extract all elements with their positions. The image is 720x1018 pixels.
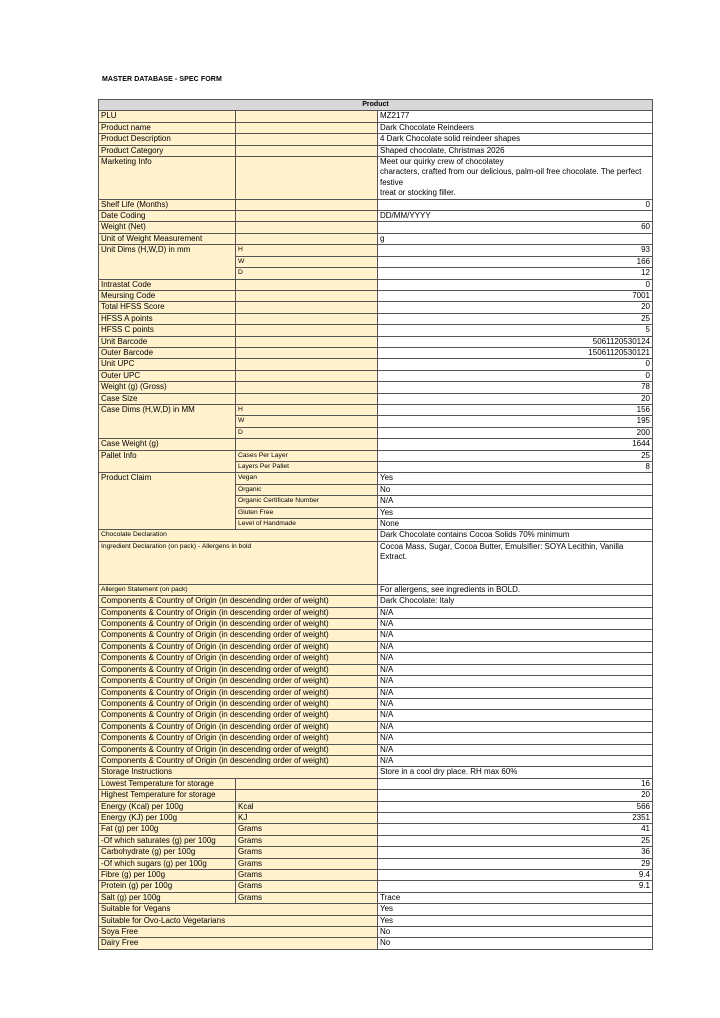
lowest-temp-spacer [236, 778, 378, 789]
nutrition-unit: Kcal [236, 801, 378, 812]
unit-upc-spacer [236, 359, 378, 370]
nutrition-label: Fibre (g) per 100g [99, 870, 236, 881]
intrastat-spacer [236, 279, 378, 290]
plu-value[interactable]: MZ2177 [378, 111, 653, 122]
row-case-weight [99, 439, 653, 450]
marketing-info-label: Marketing Info [99, 157, 236, 200]
component-label: Components & Country of Origin (in descending order of weight) [99, 698, 378, 709]
component-label: Components & Country of Origin (in descending order of weight) [99, 664, 378, 675]
nutrition-unit: Grams [236, 858, 378, 869]
row-unit-barcode [99, 336, 653, 347]
highest-temp-label: Highest Temperature for storage [99, 790, 236, 801]
component-value[interactable]: N/A [378, 641, 653, 652]
row-allergen-statement [99, 584, 653, 595]
layers-per-pallet-value[interactable]: 8 [378, 462, 653, 473]
product-claim-label: Product Claim [99, 473, 236, 530]
row-ingredient-declaration [99, 541, 653, 584]
nutrition-label: Fat (g) per 100g [99, 824, 236, 835]
claim-organic-label: Organic [236, 484, 378, 495]
component-value[interactable]: N/A [378, 676, 653, 687]
row-product-description [99, 134, 653, 145]
dairy-free-label: Dairy Free [99, 938, 378, 949]
component-value[interactable]: N/A [378, 664, 653, 675]
claim-vegan-value[interactable]: Yes [378, 473, 653, 484]
hfss-a-spacer [236, 313, 378, 324]
outer-upc-label: Outer UPC [99, 370, 236, 381]
row-nutrition [99, 858, 653, 869]
component-label: Components & Country of Origin (in descending order of weight) [99, 721, 378, 732]
layers-per-pallet-label: Layers Per Pallet [236, 462, 378, 473]
product-name-label: Product name [99, 122, 236, 133]
marketing-info-line-2: characters, crafted from our delicious, palm-oil free chocolate. The perfect festive [380, 167, 642, 187]
component-label: Components & Country of Origin (in descending order of weight) [99, 755, 378, 766]
component-label: Components & Country of Origin (in descending order of weight) [99, 744, 378, 755]
nutrition-unit: Grams [236, 824, 378, 835]
row-hfss-c [99, 325, 653, 336]
row-hfss-a [99, 313, 653, 324]
case-dims-label: Case Dims (H,W,D) in MM [99, 404, 236, 438]
weight-net-spacer [236, 222, 378, 233]
hfss-total-spacer [236, 302, 378, 313]
row-component [99, 744, 653, 755]
row-outer-upc [99, 370, 653, 381]
date-coding-value[interactable]: DD/MM/YYYY [378, 211, 653, 222]
meursing-value[interactable]: 7001 [378, 290, 653, 301]
salt-label: Salt (g) per 100g [99, 892, 236, 903]
component-value[interactable]: N/A [378, 619, 653, 630]
case-dims-w-label: W [236, 416, 378, 427]
outer-upc-spacer [236, 370, 378, 381]
row-component [99, 710, 653, 721]
row-hfss-total [99, 302, 653, 313]
salt-value[interactable]: Trace [378, 892, 653, 903]
row-case-dims-h [99, 404, 653, 415]
row-component [99, 676, 653, 687]
ingredient-declaration-value[interactable] [378, 541, 653, 584]
product-category-label: Product Category [99, 145, 236, 156]
case-dims-d-label: D [236, 427, 378, 438]
unit-dims-w-label: W [236, 256, 378, 267]
row-pallet-cases [99, 450, 653, 461]
storage-value[interactable]: Store in a cool dry place. RH max 60% [378, 767, 653, 778]
row-case-size [99, 393, 653, 404]
case-weight-label: Case Weight (g) [99, 439, 236, 450]
row-soya-free [99, 927, 653, 938]
row-component [99, 596, 653, 607]
component-value[interactable]: N/A [378, 607, 653, 618]
product-description-label: Product Description [99, 134, 236, 145]
unit-dims-h-label: H [236, 245, 378, 256]
case-weight-spacer [236, 439, 378, 450]
row-shelf-life [99, 199, 653, 210]
claim-vegan-label: Vegan [236, 473, 378, 484]
case-dims-h-value[interactable]: 156 [378, 404, 653, 415]
unit-upc-value[interactable]: 0 [378, 359, 653, 370]
claim-gluten-free-value[interactable]: Yes [378, 507, 653, 518]
salt-unit: Grams [236, 892, 378, 903]
unit-dims-d-value[interactable]: 12 [378, 268, 653, 279]
allergen-statement-value[interactable]: For allergens, see ingredients in BOLD. [378, 584, 653, 595]
nutrition-label: Energy (KJ) per 100g [99, 812, 236, 823]
lowest-temp-label: Lowest Temperature for storage [99, 778, 236, 789]
nutrition-unit: KJ [236, 812, 378, 823]
weight-gross-spacer [236, 382, 378, 393]
row-component [99, 755, 653, 766]
suitable-ovo-lacto-label: Suitable for Ovo-Lacto Vegetarians [99, 915, 378, 926]
row-weight-net [99, 222, 653, 233]
unit-barcode-spacer [236, 336, 378, 347]
row-intrastat [99, 279, 653, 290]
outer-barcode-label: Outer Barcode [99, 347, 236, 358]
row-component [99, 687, 653, 698]
row-nutrition [99, 870, 653, 881]
intrastat-label: Intrastat Code [99, 279, 236, 290]
weight-gross-label: Weight (g) (Gross) [99, 382, 236, 393]
suitable-ovo-lacto-value[interactable]: Yes [378, 915, 653, 926]
nutrition-value[interactable]: 41 [378, 824, 653, 835]
weight-net-label: Weight (Net) [99, 222, 236, 233]
plu-label: PLU [99, 111, 236, 122]
section-header: Product [99, 100, 653, 111]
claim-organic-cert-value[interactable]: N/A [378, 496, 653, 507]
unit-weight-spacer [236, 233, 378, 244]
nutrition-value[interactable]: 9.4 [378, 870, 653, 881]
product-name-spacer [236, 122, 378, 133]
component-value[interactable]: N/A [378, 698, 653, 709]
nutrition-value[interactable]: 2351 [378, 812, 653, 823]
row-component [99, 607, 653, 618]
components-section [99, 596, 653, 767]
allergen-statement-label: Allergen Statement (on pack) [99, 584, 378, 595]
marketing-info-spacer [236, 157, 378, 200]
row-nutrition [99, 835, 653, 846]
nutrition-value[interactable]: 566 [378, 801, 653, 812]
component-value[interactable]: N/A [378, 653, 653, 664]
nutrition-value[interactable]: 29 [378, 858, 653, 869]
component-value[interactable]: N/A [378, 710, 653, 721]
unit-barcode-value[interactable]: 5061120530124 [378, 336, 653, 347]
chocolate-declaration-value[interactable]: Dark Chocolate contains Cocoa Solids 70% minimum [378, 530, 653, 541]
nutrition-section [99, 801, 653, 892]
row-component [99, 619, 653, 630]
unit-weight-value[interactable]: g [378, 233, 653, 244]
product-category-value[interactable]: Shaped chocolate, Christmas 2026 [378, 145, 653, 156]
component-value[interactable]: N/A [378, 630, 653, 641]
component-label: Components & Country of Origin (in descending order of weight) [99, 676, 378, 687]
row-date-coding [99, 211, 653, 222]
unit-dims-label: Unit Dims (H,W,D) in mm [99, 245, 236, 279]
nutrition-unit: Grams [236, 847, 378, 858]
ingredient-line-1: Cocoa Mass, Sugar, Cocoa Butter, Emulsifier: SOYA Lecithin, Vanilla [380, 541, 624, 551]
case-size-spacer [236, 393, 378, 404]
row-plu [99, 111, 653, 122]
row-nutrition [99, 881, 653, 892]
row-product-name [99, 122, 653, 133]
row-unit-upc [99, 359, 653, 370]
row-suitable-vegans [99, 904, 653, 915]
row-nutrition [99, 824, 653, 835]
claim-organic-value[interactable]: No [378, 484, 653, 495]
unit-dims-w-value[interactable]: 166 [378, 256, 653, 267]
nutrition-label: Energy (Kcal) per 100g [99, 801, 236, 812]
row-dairy-free [99, 938, 653, 949]
date-coding-spacer [236, 211, 378, 222]
row-meursing [99, 290, 653, 301]
cases-per-layer-value[interactable]: 25 [378, 450, 653, 461]
claim-organic-cert-label: Organic Certificate Number [236, 496, 378, 507]
row-chocolate-declaration [99, 530, 653, 541]
nutrition-unit: Grams [236, 870, 378, 881]
row-unit-weight [99, 233, 653, 244]
row-nutrition [99, 812, 653, 823]
nutrition-value[interactable]: 25 [378, 835, 653, 846]
weight-gross-value[interactable]: 78 [378, 382, 653, 393]
nutrition-label: -Of which sugars (g) per 100g [99, 858, 236, 869]
component-label: Components & Country of Origin (in descending order of weight) [99, 733, 378, 744]
product-category-spacer [236, 145, 378, 156]
soya-free-label: Soya Free [99, 927, 378, 938]
row-outer-barcode [99, 347, 653, 358]
meursing-spacer [236, 290, 378, 301]
nutrition-label: Protein (g) per 100g [99, 881, 236, 892]
product-description-value[interactable]: 4 Dark Chocolate solid reindeer shapes [378, 134, 653, 145]
claim-handmade-value[interactable]: None [378, 519, 653, 530]
row-component [99, 698, 653, 709]
component-value[interactable]: N/A [378, 733, 653, 744]
marketing-info-value[interactable] [378, 157, 653, 200]
row-component [99, 733, 653, 744]
component-label: Components & Country of Origin (in descending order of weight) [99, 641, 378, 652]
nutrition-label: -Of which saturates (g) per 100g [99, 835, 236, 846]
pallet-info-label: Pallet Info [99, 450, 236, 473]
outer-upc-value[interactable]: 0 [378, 370, 653, 381]
claim-gluten-free-label: Gluten Free [236, 507, 378, 518]
suitable-vegans-label: Suitable for Vegans [99, 904, 378, 915]
row-storage [99, 767, 653, 778]
unit-barcode-label: Unit Barcode [99, 336, 236, 347]
nutrition-unit: Grams [236, 835, 378, 846]
component-value[interactable]: N/A [378, 687, 653, 698]
hfss-total-label: Total HFSS Score [99, 302, 236, 313]
section-header-row [99, 100, 653, 111]
highest-temp-value[interactable]: 20 [378, 790, 653, 801]
suitable-vegans-value[interactable]: Yes [378, 904, 653, 915]
spec-table [98, 99, 653, 950]
row-highest-temp [99, 790, 653, 801]
unit-dims-d-label: D [236, 268, 378, 279]
row-nutrition [99, 801, 653, 812]
soya-free-value[interactable]: No [378, 927, 653, 938]
storage-label: Storage Instructions [99, 767, 378, 778]
case-weight-value[interactable]: 1644 [378, 439, 653, 450]
ingredient-declaration-label: Ingredient Declaration (on pack) - Allergens in bold [99, 541, 378, 584]
nutrition-value[interactable]: 9.1 [378, 881, 653, 892]
outer-barcode-spacer [236, 347, 378, 358]
row-product-category [99, 145, 653, 156]
row-component [99, 653, 653, 664]
component-label: Components & Country of Origin (in descending order of weight) [99, 653, 378, 664]
chocolate-declaration-label: Chocolate Declaration [99, 530, 378, 541]
highest-temp-spacer [236, 790, 378, 801]
case-size-label: Case Size [99, 393, 236, 404]
page-title: MASTER DATABASE - SPEC FORM [102, 76, 222, 83]
component-value[interactable]: N/A [378, 744, 653, 755]
product-name-value[interactable]: Dark Chocolate Reindeers [378, 122, 653, 133]
cases-per-layer-label: Cases Per Layer [236, 450, 378, 461]
row-suitable-ovo-lacto [99, 915, 653, 926]
outer-barcode-value[interactable]: 15061120530121 [378, 347, 653, 358]
plu-spacer [236, 111, 378, 122]
unit-upc-label: Unit UPC [99, 359, 236, 370]
row-claim-vegan [99, 473, 653, 484]
row-marketing-info [99, 157, 653, 200]
weight-net-value[interactable]: 60 [378, 222, 653, 233]
claim-handmade-label: Level of Handmade [236, 519, 378, 530]
component-label: Components & Country of Origin (in descending order of weight) [99, 619, 378, 630]
row-unit-dims-h [99, 245, 653, 256]
shelf-life-value[interactable]: 0 [378, 199, 653, 210]
date-coding-label: Date Coding [99, 211, 236, 222]
component-label: Components & Country of Origin (in descending order of weight) [99, 710, 378, 721]
hfss-c-spacer [236, 325, 378, 336]
meursing-label: Meursing Code [99, 290, 236, 301]
row-component [99, 721, 653, 732]
shelf-life-label: Shelf Life (Months) [99, 199, 236, 210]
case-dims-w-value[interactable]: 195 [378, 416, 653, 427]
unit-dims-h-value[interactable]: 93 [378, 245, 653, 256]
intrastat-value[interactable]: 0 [378, 279, 653, 290]
nutrition-value[interactable]: 36 [378, 847, 653, 858]
product-description-spacer [236, 134, 378, 145]
component-value[interactable]: Dark Chocolate: Italy [378, 596, 653, 607]
hfss-a-value[interactable]: 25 [378, 313, 653, 324]
hfss-c-value[interactable]: 5 [378, 325, 653, 336]
case-dims-d-value[interactable]: 200 [378, 427, 653, 438]
component-value[interactable]: N/A [378, 755, 653, 766]
row-component [99, 630, 653, 641]
row-lowest-temp [99, 778, 653, 789]
lowest-temp-value[interactable]: 16 [378, 778, 653, 789]
shelf-life-spacer [236, 199, 378, 210]
case-dims-h-label: H [236, 404, 378, 415]
nutrition-label: Carbohydrate (g) per 100g [99, 847, 236, 858]
unit-weight-label: Unit of Weight Measurement [99, 233, 236, 244]
row-component [99, 664, 653, 675]
nutrition-unit: Grams [236, 881, 378, 892]
row-component [99, 641, 653, 652]
marketing-info-line-3: treat or stocking filler. [380, 188, 456, 198]
row-nutrition [99, 847, 653, 858]
component-label: Components & Country of Origin (in descending order of weight) [99, 607, 378, 618]
row-salt [99, 892, 653, 903]
hfss-c-label: HFSS C points [99, 325, 236, 336]
hfss-a-label: HFSS A points [99, 313, 236, 324]
hfss-total-value[interactable]: 20 [378, 302, 653, 313]
marketing-info-line-1: Meet our quirky crew of chocolatey [380, 157, 504, 167]
ingredient-line-2: Extract. [380, 552, 408, 562]
component-label: Components & Country of Origin (in descending order of weight) [99, 687, 378, 698]
component-value[interactable]: N/A [378, 721, 653, 732]
component-label: Components & Country of Origin (in descending order of weight) [99, 596, 378, 607]
dairy-free-value[interactable]: No [378, 938, 653, 949]
row-weight-gross [99, 382, 653, 393]
case-size-value[interactable]: 20 [378, 393, 653, 404]
component-label: Components & Country of Origin (in descending order of weight) [99, 630, 378, 641]
